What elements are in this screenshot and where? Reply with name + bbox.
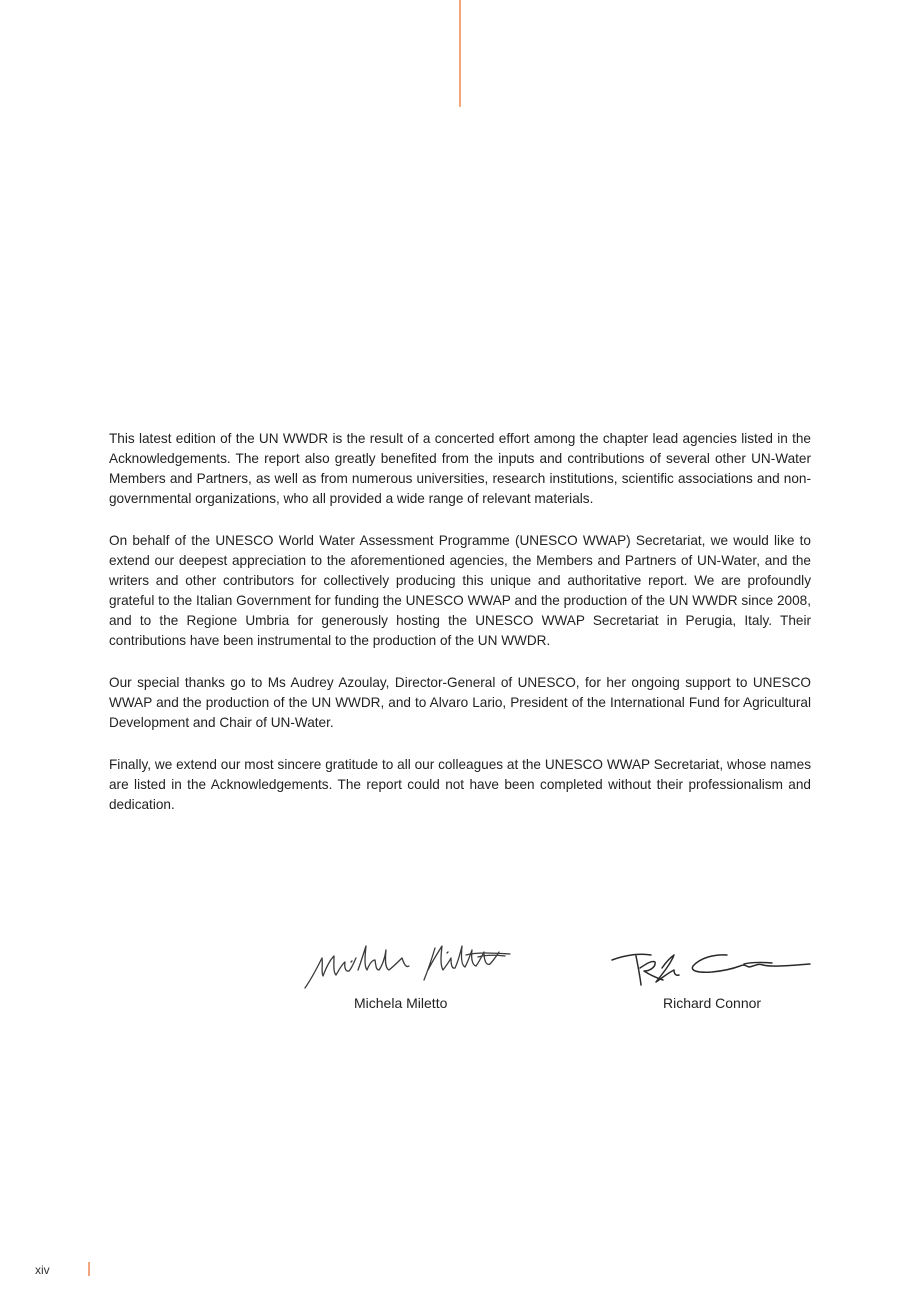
signatory-name-connor: Richard Connor [663, 995, 762, 1011]
paragraph-1: This latest edition of the UN WWDR is the result of a concerted effort among the chapter lead agencies listed in the Acknowledgements. The report also greatly benefited from the inputs and contributions of several other UN-Water Members and Partners, as well as from numerous universities, research institutions, scientific associations and non-governmental organizations, who all provided a wide range of relevant materials. [109, 431, 811, 506]
page-number: xiv [35, 1263, 50, 1277]
footer-accent-rule [88, 1262, 90, 1276]
paragraph-3: Our special thanks go to Ms Audrey Azoulay, Director-General of UNESCO, for her ongoing support to UNESCO WWAP and the production of the UN WWDR, and to Alvaro Lario, President of the International Fund for Agricultural Development and Chair of UN-Water. [109, 675, 811, 730]
paragraph-4: Finally, we extend our most sincere gratitude to all our colleagues at the UNESCO WWAP Secretariat, whose names are listed in the Acknowledgements. The report could not have been completed without their professionalism and dedication. [109, 757, 811, 812]
signatory-name-miletto: Michela Miletto [354, 995, 448, 1011]
paragraph-2: On behalf of the UNESCO World Water Assessment Programme (UNESCO WWAP) Secretariat, we would like to extend our deepest appreciation to the aforementioned agencies, the Members and Partners of UN-Water, and the writers and other contributors for collectively producing this unique and authoritative report. We are profoundly grateful to the Italian Government for funding the UNESCO WWAP and the production of the UN WWDR since 2008, and to the Regione Umbria for generously hosting the UNESCO WWAP Secretariat in Perugia, Italy. Their contributions have been instrumental to the production of the UN WWDR. [109, 533, 811, 648]
